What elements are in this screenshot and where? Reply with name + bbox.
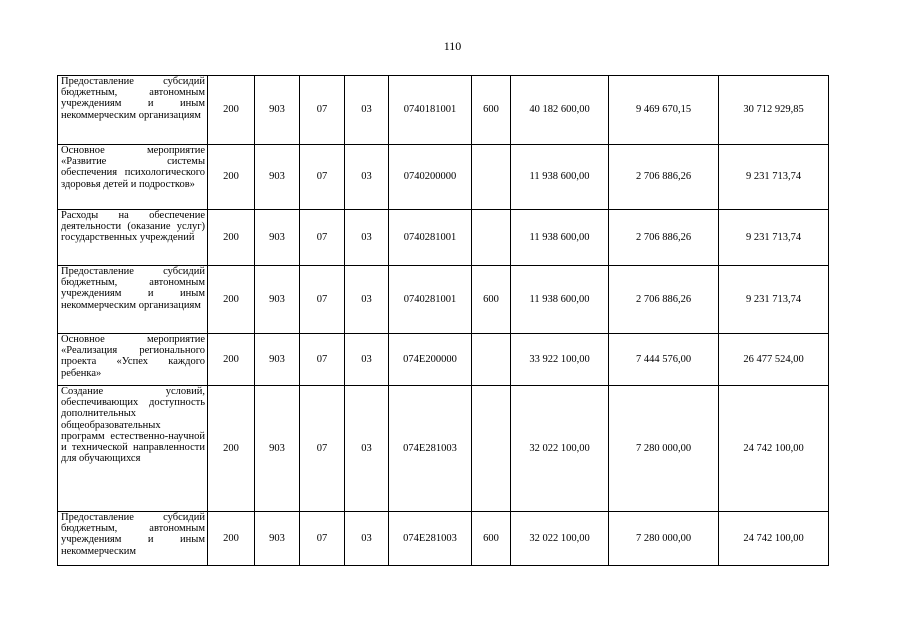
row-description: Предоставление субсидий бюджетным, автономным учреждениям и иным некоммерческим организациям — [61, 76, 205, 121]
row-description: Создание условий, обеспечивающих доступность дополнительных общеобразовательных программ естественно-научной и технической направленности для обучающихся — [61, 386, 205, 465]
ministry-code-cell: 903 — [255, 512, 300, 566]
executed-amount-cell: 2 706 886,26 — [609, 210, 719, 266]
subsection-code-cell: 03 — [345, 210, 389, 266]
target-article-cell: 074E281003 — [389, 386, 472, 512]
expense-type-cell — [472, 386, 511, 512]
remaining-amount-cell: 26 477 524,00 — [719, 334, 829, 386]
row-description: Предоставление субсидий бюджетным, автономным учреждениям и иным некоммерческим — [61, 512, 205, 557]
executed-amount-cell: 7 280 000,00 — [609, 512, 719, 566]
row-description-cell — [58, 76, 208, 145]
plan-amount-cell: 11 938 600,00 — [511, 266, 609, 334]
rz-code-cell: 200 — [208, 512, 255, 566]
expense-type-cell: 600 — [472, 512, 511, 566]
rz-code-cell: 200 — [208, 210, 255, 266]
row-description: Основное мероприятие «Реализация регионального проекта «Успех каждого ребенка» — [61, 334, 205, 379]
ministry-code-cell: 903 — [255, 210, 300, 266]
target-article-cell: 074E200000 — [389, 334, 472, 386]
remaining-amount-cell: 9 231 713,74 — [719, 210, 829, 266]
expense-type-cell — [472, 334, 511, 386]
remaining-amount-cell: 24 742 100,00 — [719, 386, 829, 512]
remaining-amount-cell: 9 231 713,74 — [719, 145, 829, 210]
section-code-cell: 07 — [300, 145, 345, 210]
plan-amount-cell: 32 022 100,00 — [511, 386, 609, 512]
subsection-code-cell: 03 — [345, 512, 389, 566]
rz-code-cell: 200 — [208, 334, 255, 386]
plan-amount-cell: 32 022 100,00 — [511, 512, 609, 566]
subsection-code-cell: 03 — [345, 76, 389, 145]
row-description-cell — [58, 210, 208, 266]
section-code-cell: 07 — [300, 386, 345, 512]
table-row — [58, 386, 829, 512]
row-description: Расходы на обеспечение деятельности (оказание услуг) государственных учреждений — [61, 210, 205, 244]
plan-amount-cell: 11 938 600,00 — [511, 210, 609, 266]
page-number: 110 — [443, 39, 462, 53]
target-article-cell: 0740181001 — [389, 76, 472, 145]
target-article-cell: 074E281003 — [389, 512, 472, 566]
target-article-cell: 0740281001 — [389, 266, 472, 334]
expense-type-cell: 600 — [472, 76, 511, 145]
row-description-cell — [58, 386, 208, 512]
section-code-cell: 07 — [300, 76, 345, 145]
executed-amount-cell: 2 706 886,26 — [609, 266, 719, 334]
executed-amount-cell: 7 280 000,00 — [609, 386, 719, 512]
section-code-cell: 07 — [300, 266, 345, 334]
section-code-cell: 07 — [300, 512, 345, 566]
rz-code-cell: 200 — [208, 145, 255, 210]
row-description-cell — [58, 334, 208, 386]
plan-amount-cell: 40 182 600,00 — [511, 76, 609, 145]
subsection-code-cell: 03 — [345, 145, 389, 210]
ministry-code-cell: 903 — [255, 386, 300, 512]
ministry-code-cell: 903 — [255, 334, 300, 386]
remaining-amount-cell: 24 742 100,00 — [719, 512, 829, 566]
table-row — [58, 512, 829, 566]
remaining-amount-cell: 30 712 929,85 — [719, 76, 829, 145]
target-article-cell: 0740281001 — [389, 210, 472, 266]
plan-amount-cell: 11 938 600,00 — [511, 145, 609, 210]
row-description-cell — [58, 266, 208, 334]
section-code-cell: 07 — [300, 210, 345, 266]
budget-table — [57, 75, 829, 566]
table-row — [58, 145, 829, 210]
expense-type-cell — [472, 145, 511, 210]
executed-amount-cell: 9 469 670,15 — [609, 76, 719, 145]
ministry-code-cell: 903 — [255, 76, 300, 145]
ministry-code-cell: 903 — [255, 145, 300, 210]
subsection-code-cell: 03 — [345, 334, 389, 386]
rz-code-cell: 200 — [208, 76, 255, 145]
table-row — [58, 210, 829, 266]
rz-code-cell: 200 — [208, 386, 255, 512]
plan-amount-cell: 33 922 100,00 — [511, 334, 609, 386]
table-row — [58, 76, 829, 145]
table-row — [58, 334, 829, 386]
row-description: Основное мероприятие «Развитие системы обеспечения психологического здоровья детей и подростков» — [61, 145, 205, 190]
executed-amount-cell: 7 444 576,00 — [609, 334, 719, 386]
expense-type-cell: 600 — [472, 266, 511, 334]
remaining-amount-cell: 9 231 713,74 — [719, 266, 829, 334]
rz-code-cell: 200 — [208, 266, 255, 334]
row-description-cell — [58, 145, 208, 210]
subsection-code-cell: 03 — [345, 386, 389, 512]
target-article-cell: 0740200000 — [389, 145, 472, 210]
expense-type-cell — [472, 210, 511, 266]
table-row — [58, 266, 829, 334]
ministry-code-cell: 903 — [255, 266, 300, 334]
row-description-cell — [58, 512, 208, 566]
subsection-code-cell: 03 — [345, 266, 389, 334]
executed-amount-cell: 2 706 886,26 — [609, 145, 719, 210]
section-code-cell: 07 — [300, 334, 345, 386]
row-description: Предоставление субсидий бюджетным, автономным учреждениям и иным некоммерческим организациям — [61, 266, 205, 311]
